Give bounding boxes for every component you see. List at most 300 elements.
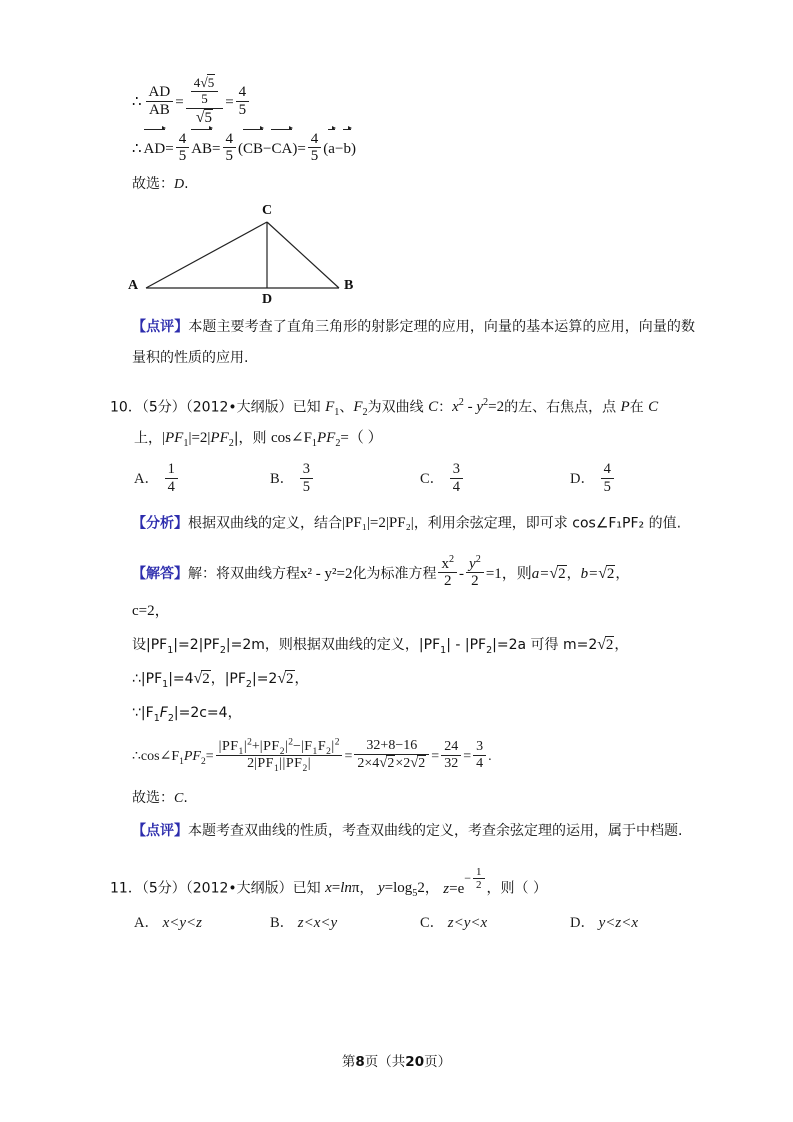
eq-minus: - [467, 398, 473, 415]
x-eq: = [331, 880, 341, 897]
q10-choice-a[interactable] [134, 463, 270, 496]
frac3-num: 24 [441, 739, 461, 756]
radical-sign-2: √ [195, 108, 205, 126]
q10-cos-expr [271, 423, 383, 454]
four-fifths-2 [223, 131, 237, 166]
z-exp-fraction [473, 866, 485, 892]
b-value [581, 554, 616, 594]
pf-line-mid2: |=2 [251, 670, 278, 687]
z-var: z [443, 880, 450, 897]
q10-source: （2012•大纲版） [185, 399, 293, 416]
num-pf1-sup: 2 [247, 737, 252, 748]
pf-sub-1: 1 [162, 678, 169, 690]
numeric-den-mid: ×2 [395, 756, 411, 772]
analysis-text-b: ，利用余弦定理，即可求 cos∠F₁PF₂ 的值. [413, 515, 682, 532]
minus-2: − [334, 140, 344, 157]
x-var: x [325, 880, 332, 897]
q11-y-def [378, 873, 425, 904]
radical-den1: √ [379, 755, 388, 772]
sqrt-2-b [598, 554, 615, 594]
q11-choice-b-letter: B． [270, 914, 295, 931]
x2-over-2 [438, 553, 457, 591]
den-pf1-text: PF [257, 755, 274, 771]
cos-numerator [216, 739, 343, 756]
q11-choice-c-text: z<y<x [447, 914, 488, 931]
curve-letter: C [428, 398, 439, 415]
std-minus: - [459, 565, 465, 582]
frac4-num: 3 [473, 739, 486, 756]
fraction-3-4 [473, 739, 486, 771]
q11-source: （2012•大纲版） [185, 880, 293, 897]
q10-score: （5分） [141, 399, 186, 416]
right-paren-2: ) [350, 140, 356, 157]
q10-stem-text-5: 上， [134, 430, 162, 447]
num-pf2-text: PF [263, 738, 280, 754]
log-base: 5 [412, 888, 418, 900]
footer-suffix: 页） [424, 1054, 452, 1070]
comment-text-q9: 本题主要考查了直角三角形的射影定理的应用，向量的基本运算的应用，向量的数量积的性质的应用. [132, 318, 696, 366]
equals-3: = [165, 140, 174, 157]
analysis-text-a: 根据双曲线的定义，结合 [188, 515, 342, 532]
den-3: 5 [310, 148, 319, 165]
vector-ab: AB [191, 128, 212, 167]
radicand-den2: 2 [418, 756, 426, 772]
pf-line-pre: ∴|PF [132, 670, 163, 687]
cos-period: . [488, 748, 492, 764]
q10-choice-b[interactable] [270, 463, 420, 496]
x2-num [438, 553, 457, 574]
result-den: 5 [238, 101, 247, 118]
vector-ad: AD [144, 128, 166, 167]
sqrt-2-m [597, 628, 614, 662]
cos-eq-blank: =（ ） [340, 430, 383, 447]
y-var: y [377, 880, 385, 897]
q10-hyperbola-eq [452, 392, 504, 423]
ad-numerator: AD [146, 84, 174, 102]
q10-choice-b-fraction [300, 461, 313, 494]
cond-pf1-sub: 1 [183, 438, 189, 450]
vector-cb: CB [243, 128, 263, 167]
q10-choice-d[interactable] [570, 463, 616, 496]
inner-num [191, 75, 219, 92]
q10-answer-letter: C [174, 791, 184, 807]
footer-middle: 页（共 [364, 1054, 406, 1070]
q11-choices [110, 905, 695, 932]
q10-choices [110, 455, 695, 502]
den-pf1-sub: 1 [273, 763, 280, 774]
num-2: 4 [223, 131, 237, 149]
q10-number: 10 [110, 399, 128, 416]
analysis-condition: |PF₁|=2|PF₂| [342, 515, 414, 532]
q11-z-def [443, 866, 486, 905]
vertex-label-c: C [262, 202, 273, 218]
pf-line-end: ， [294, 670, 309, 687]
analysis-tag-q10: 【分析】 [132, 515, 188, 532]
cos-eq-4: = [463, 748, 472, 764]
b-val-pre: b= [580, 565, 599, 582]
radical-pf2: √ [277, 669, 286, 687]
sqrt-5-outer [196, 109, 213, 127]
numeric-fraction [354, 738, 429, 771]
left-paren-1: ( [238, 140, 243, 157]
vector-ca: CA [271, 128, 292, 167]
cond-mid: |=2| [188, 430, 211, 447]
q10-stem [110, 392, 695, 424]
num-f-sup: 2 [334, 737, 340, 748]
q11-choice-a-text: x<y<z [162, 914, 203, 931]
comma-after-a: ， [566, 565, 581, 582]
num-abs-pf2: $|PF_2|$ [259, 738, 289, 757]
q11-stem-pre: 已知 [292, 880, 321, 897]
therefore-symbol: ∴ [132, 94, 142, 111]
num-f2-sub: 2 [326, 746, 332, 757]
q9-answer-letter: D [174, 176, 185, 192]
comment-text-q10: 本题考查双曲线的性质，考查双曲线的定义，考查余弦定理的运用，属于中档题. [188, 823, 683, 840]
cond-bar-1: | [162, 430, 166, 447]
q11-stem-post: 则（ ） [500, 880, 547, 897]
q10-choice-c[interactable] [420, 463, 570, 496]
num-f1-text: F [304, 738, 313, 754]
std-eq-rhs: =1，则 [485, 565, 532, 582]
set-sub-b: 2 [219, 644, 226, 656]
set-line-end: ， [614, 636, 629, 653]
f-letter-1: F [325, 398, 335, 415]
q10-b-num: 3 [300, 461, 313, 478]
radical-sign: √ [200, 75, 208, 91]
ratio-equation-line [110, 75, 695, 128]
set-line-b: |=2|PF [173, 636, 220, 653]
q10-choice-c-letter: C． [420, 470, 445, 487]
q11-choice-d-text: y<z<x [598, 914, 639, 931]
q10-curve-c2 [648, 392, 658, 423]
complex-fraction [186, 77, 224, 127]
cos-formula-lead [132, 748, 214, 767]
eq-x-sup: 2 [458, 396, 464, 408]
result-fraction [236, 84, 250, 119]
segment-cb [267, 222, 339, 288]
radicand-pf2: 2 [286, 670, 294, 687]
comment-tag-q9: 【点评】 [132, 318, 189, 335]
radical-m: √ [597, 635, 606, 653]
numeric-den-pre: 2×4 [357, 756, 380, 772]
q10-answer-dot: . [183, 790, 188, 807]
inner-den: 5 [201, 90, 208, 106]
z-exponent [464, 863, 486, 894]
q10-choice-d-fraction [601, 461, 614, 494]
q10-c-value-line [110, 594, 695, 628]
q11-comma-1: ， [359, 880, 374, 897]
cos-denominator [216, 756, 343, 772]
vector-b: b [343, 128, 351, 167]
cosine-main-fraction [216, 737, 343, 774]
numeric-num: 32+8−16 [354, 738, 429, 755]
q10-stem-line2 [110, 423, 697, 455]
result-num: 4 [236, 84, 250, 102]
footer-prefix: 第 [341, 1054, 356, 1070]
cos-pf: PF [317, 430, 336, 447]
q11-x-def [325, 873, 359, 904]
q11-choice-d[interactable] [570, 911, 638, 932]
den-two: 2 [247, 755, 255, 771]
q10-answer-line [110, 781, 695, 816]
sqrt-2-pf2 [277, 662, 294, 696]
f1f2-pre: ∵|F [132, 704, 154, 721]
num-f2-text: F [317, 738, 327, 754]
ratio-expression [132, 75, 251, 128]
den-2: 5 [225, 148, 233, 165]
f1f2-sub-1: 1 [153, 712, 160, 724]
q10-set-line [110, 628, 695, 662]
footer-total-pages: 20 [405, 1054, 425, 1070]
q10-a-den: 4 [167, 478, 175, 495]
radical-den2: √ [410, 755, 419, 772]
num-pf2-sub: 2 [279, 746, 285, 757]
q10-solution-line1 [110, 554, 695, 594]
comma-after-b: ， [615, 565, 630, 582]
eq-rhs: =2 [488, 398, 505, 415]
f1f2-mid: F [159, 704, 168, 721]
q11-score: （5分） [141, 880, 186, 897]
eq-y-sup: 2 [483, 396, 489, 408]
q10-analysis-block [110, 508, 695, 540]
radicand-2: 5 [204, 109, 213, 126]
triangle-svg [110, 204, 695, 312]
cos-sub-1: 1 [311, 438, 317, 450]
q10-stem-text-1: 已知 [292, 399, 321, 416]
q11-dot: ． [127, 880, 142, 897]
q9-answer-prefix: 故选： [132, 175, 174, 192]
den-pf2-text: PF [285, 755, 303, 771]
numeric-den [354, 755, 429, 772]
f1f2-end: |=2c=4， [173, 704, 242, 721]
eq-y: y [476, 398, 484, 415]
solution-original-eq: x² - y²=2 [300, 565, 353, 582]
vector-expression [132, 128, 356, 167]
q10-answer-prefix: 故选： [132, 790, 174, 807]
cos-eq-3: = [431, 748, 440, 764]
fraction-24-32 [441, 739, 461, 771]
q9-answer-dot: . [184, 175, 189, 192]
left-paren-2: ( [323, 140, 329, 157]
e-symbol: =e [449, 880, 465, 897]
q11-choice-a-letter: A． [134, 914, 159, 931]
q10-choice-b-letter: B． [270, 470, 295, 487]
q10-stem-text-2: 为双曲线 [367, 399, 424, 416]
num-f1-sub: 1 [312, 746, 318, 757]
right-paren-1: ) [292, 140, 298, 157]
comment-tag-q10: 【点评】 [132, 823, 188, 840]
q10-a-num: 1 [165, 461, 178, 478]
q10-d-den: 5 [603, 478, 611, 495]
q10-f2 [353, 392, 367, 423]
den-pf2-sub: 2 [302, 763, 308, 774]
coef-4: 4 [193, 75, 201, 91]
therefore-symbol-2: ∴ [132, 140, 142, 157]
log-arg: 2 [417, 880, 425, 897]
segment-ac [146, 222, 267, 288]
q10-choice-a-fraction [165, 461, 178, 494]
num-abs-f1f2: $|F_1F_2|$ [300, 738, 335, 757]
set-sub-a: 1 [167, 644, 174, 656]
vertex-label-a: A [128, 277, 139, 293]
q10-stem-text-4: 在 [629, 399, 644, 416]
den-1: 5 [178, 148, 187, 165]
std-den-1: 2 [444, 573, 452, 590]
vector-a: a [328, 128, 335, 167]
q10-choice-d-letter: D． [570, 470, 595, 487]
sqrt-2-pf1 [194, 662, 211, 696]
sqrt-2-den2 [410, 755, 426, 772]
num-abs-pf1: $|PF_1|$ [218, 738, 248, 757]
q11-comma-2: ， [424, 880, 439, 897]
minus-1: − [263, 140, 272, 157]
num-plus: + [251, 738, 260, 754]
frac3-den: 32 [444, 755, 459, 771]
curve-letter-2: C [648, 398, 659, 415]
solution-std-text: 化为标准方程 [352, 565, 437, 582]
ab-denominator: AB [148, 101, 170, 118]
q10-c-num: 3 [450, 461, 463, 478]
q10-point-p [621, 392, 630, 423]
pf-sub-2: 2 [245, 678, 252, 690]
cos-lead-pf: PF [183, 748, 201, 764]
q11-choice-c[interactable] [420, 911, 570, 932]
q10-d-num: 4 [601, 461, 614, 478]
four-fifths-3 [308, 131, 322, 166]
cond-pf2: PF [210, 430, 229, 447]
q10-condition [162, 423, 234, 454]
q10-choice-a-letter: A． [134, 470, 159, 487]
q9-comment-block [110, 312, 695, 374]
q10-stem-text-3: 的左、右焦点，点 [504, 399, 617, 416]
sqrt-2-a [549, 554, 566, 594]
q10-dot: ． [127, 399, 142, 416]
radicand-a: 2 [558, 565, 566, 582]
equals-1: = [175, 94, 184, 111]
q10-c-den: 4 [452, 478, 461, 495]
q11-choice-b[interactable] [270, 911, 420, 932]
num-1: 4 [176, 131, 190, 149]
q10-cosine-formula [110, 730, 695, 781]
inner-fraction [191, 75, 219, 106]
std-x-sup: 2 [448, 553, 455, 565]
q11-choice-d-letter: D． [570, 914, 595, 931]
cos-angle-f: cos∠F [271, 430, 312, 447]
set-sub-d: 2 [486, 644, 493, 656]
radical-pf1: √ [193, 669, 203, 687]
cos-lead-sub2: 2 [200, 756, 206, 767]
footer-page-number: 8 [355, 1054, 365, 1070]
q10-b-den: 5 [302, 478, 311, 495]
a-val-pre: a= [531, 565, 550, 582]
f-sub-2: 2 [362, 406, 368, 418]
q10-choice-c-fraction [450, 461, 463, 494]
a-value [532, 554, 567, 594]
vector-equation-line [110, 128, 695, 167]
z-exp-den: 2 [476, 879, 482, 892]
eq-x: x [452, 398, 459, 415]
page-content [110, 75, 696, 932]
radicand-den1: 2 [387, 756, 395, 772]
num-pf1-sub: 1 [238, 746, 244, 757]
y2-num [466, 553, 484, 574]
q11-number: 11 [110, 880, 128, 897]
set-line-e: |=2a 可得 m=2 [492, 636, 598, 653]
set-sub-c: 1 [440, 644, 447, 656]
q11-stem [110, 866, 695, 905]
cond-pf1: PF [165, 430, 184, 447]
standard-form-eq [436, 554, 531, 594]
ad-over-ab-fraction [146, 84, 174, 119]
pf-line-comma: ，|PF [210, 670, 246, 687]
q10-f1 [325, 392, 339, 423]
num-3: 4 [308, 131, 322, 149]
pi-symbol: π [351, 880, 360, 897]
num-minus: − [293, 738, 301, 754]
triangle-figure [110, 204, 695, 312]
set-line-c: |=2m，则根据双曲线的定义，|PF [225, 636, 441, 653]
vertex-label-b: B [344, 277, 354, 293]
equals-4: = [212, 140, 221, 157]
cos-sub-2: 2 [335, 438, 341, 450]
q10-stem-text-6: 则 [252, 430, 267, 447]
cos-lead-eq: = [205, 748, 214, 764]
std-y-sup: 2 [475, 553, 481, 565]
z-exp-minus: − [464, 870, 472, 885]
frac4-den: 4 [476, 755, 484, 771]
std-y: y [469, 555, 476, 572]
q10-cond-post: |， [233, 430, 253, 447]
cos-eq-2: = [344, 748, 353, 764]
den-abs-pf1: $|PF_1|$ [254, 755, 283, 774]
sqrt-2-den1 [379, 755, 395, 772]
q11-comma-3: ， [486, 880, 501, 897]
q10-comment-block [110, 816, 695, 847]
q11-choice-c-letter: C． [420, 914, 445, 931]
std-x: x [441, 555, 449, 572]
radical-a: √ [549, 564, 559, 582]
complex-denominator [186, 109, 224, 127]
den-abs-pf2: $|PF_2|$ [282, 755, 312, 774]
vertex-label-d: D [262, 291, 273, 307]
page-footer [0, 1050, 793, 1070]
four-fifths-1 [176, 131, 190, 166]
q10-colon: ： [438, 399, 453, 416]
num-pf1-text: PF [221, 738, 239, 754]
sqrt-5-inner [200, 75, 215, 91]
q10-f1f2-line [110, 696, 695, 730]
c-value: c=2， [132, 602, 170, 619]
num-pf2-sup: 2 [288, 737, 294, 748]
radicand: 5 [207, 75, 215, 91]
q10-curve-c [428, 392, 438, 423]
cos-lead-text: cos∠F [140, 748, 180, 764]
radicand-m: 2 [605, 636, 614, 653]
q10-pf-values-line [110, 662, 695, 696]
set-line-a: 设|PF [132, 636, 168, 653]
q11-choice-b-text: z<x<y [297, 914, 338, 931]
z-exp-num: 1 [473, 866, 485, 879]
y2-over-2 [466, 553, 484, 591]
equals-2: = [225, 94, 234, 111]
equals-5: = [297, 140, 306, 157]
point-p-letter: P [620, 398, 630, 415]
pf-line-mid: |=4 [168, 670, 194, 687]
cos-lead-sub1: 1 [179, 756, 184, 767]
std-den-2: 2 [471, 573, 479, 590]
f-letter-2: F [353, 398, 363, 415]
q11-choice-a[interactable] [134, 911, 270, 932]
